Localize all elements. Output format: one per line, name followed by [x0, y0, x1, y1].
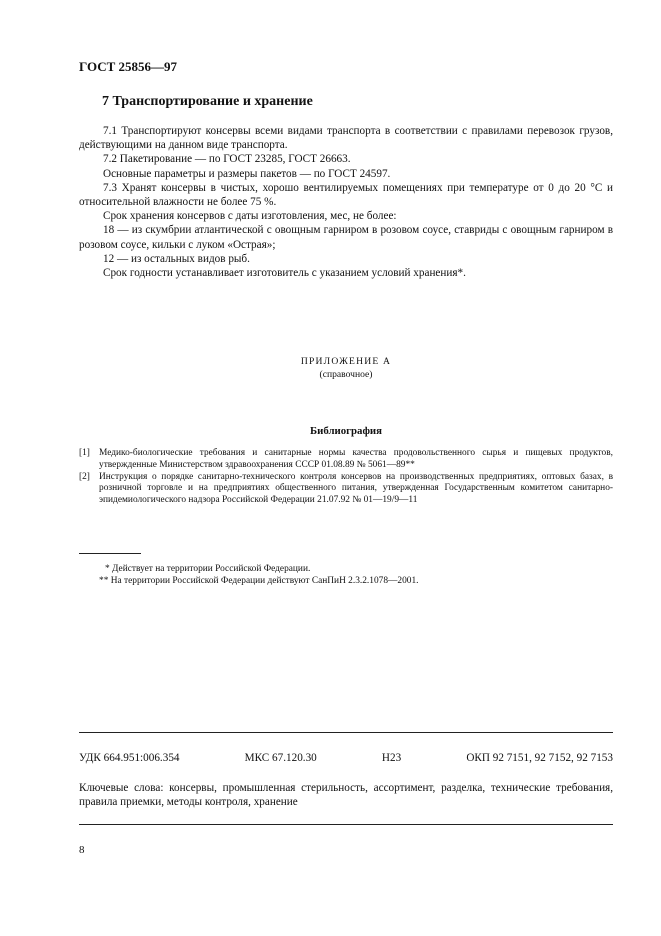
paragraph-7-1: 7.1 Транспортируют консервы всеми видами транспорта в соответствии с правилами перевозок грузов, действующими на данном виде транспорта.: [79, 125, 613, 152]
section-title: 7 Транспортирование и хранение: [102, 94, 313, 109]
appendix-subtitle: (справочное): [319, 369, 373, 380]
okp-code: ОКП 92 7151, 92 7152, 92 7153: [466, 752, 613, 764]
bibliography-number: [1]: [79, 448, 90, 458]
footnotes: [79, 563, 613, 587]
classification-divider: [79, 732, 613, 733]
bibliography-item: [79, 448, 613, 472]
bibliography-item: [79, 472, 613, 507]
keywords: Ключевые слова: консервы, промышленная стерильность, ассортимент, разделка, технические требования, правила приемки, методы контроля, хранение: [79, 782, 613, 809]
bibliography-title: Библиография: [309, 425, 382, 437]
appendix-title: ПРИЛОЖЕНИЕ А: [300, 356, 392, 367]
paragraph-storage-term: Срок хранения консервов с даты изготовления, мес, не более:: [103, 210, 397, 223]
footnote-1: * Действует на территории Российской Федерации.: [105, 564, 311, 574]
bibliography-number: [2]: [79, 471, 90, 482]
page-number: 8: [79, 844, 85, 856]
paragraph-18-months: 18 — из скумбрии атлантической с овощным гарниром в розовом соусе, ставриды с овощным гарниром в розовом соусе, кильки с луком «Острая»;: [79, 224, 613, 251]
bibliography-text: Инструкция о порядке санитарно-технического контроля консервов на производственных предприятиях, оптовых базах, в розничной торговле и на предприятиях общественного питания, утвержденная Государственным комитетом санитарно-эпидемиологического надзора Российской Федерации 21.07.92 № 01—19/9—11: [99, 471, 613, 506]
standard-header: ГОСТ 25856—97: [79, 59, 178, 74]
udk-code: УДК 664.951:006.354: [79, 752, 180, 764]
footnote-divider: [79, 553, 141, 554]
paragraph-12-months: 12 — из остальных видов рыб.: [103, 252, 250, 265]
paragraph-7-2: 7.2 Пакетирование — по ГОСТ 23285, ГОСТ 26663.: [103, 153, 351, 166]
bibliography-text: Медико-биологические требования и санитарные нормы качества продовольственного сырья и пищевых продуктов, утвержденные Министерством здравоохранения СССР 01.08.89 № 5061—89**: [99, 448, 613, 470]
mks-code: МКС 67.120.30: [244, 752, 317, 764]
paragraph-7-3: 7.3 Хранят консервы в чистых, хорошо вентилируемых помещениях при температуре от 0 до 20 °С и относительной влажности не более 75 %.: [79, 181, 613, 209]
footnote-2: ** На территории Российской Федерации действуют СанПиН 2.3.2.1078—2001.: [99, 576, 419, 586]
paragraph-packet-sizes: Основные параметры и размеры пакетов — по ГОСТ 24597.: [103, 167, 391, 180]
group-code: Н23: [381, 752, 402, 764]
keywords-divider: [79, 824, 613, 825]
bibliography-list: [79, 448, 613, 507]
paragraph-shelf-life: Срок годности устанавливает изготовитель с указанием условий хранения*.: [103, 267, 466, 280]
section-body: [79, 124, 613, 280]
classification-codes: [79, 752, 613, 764]
